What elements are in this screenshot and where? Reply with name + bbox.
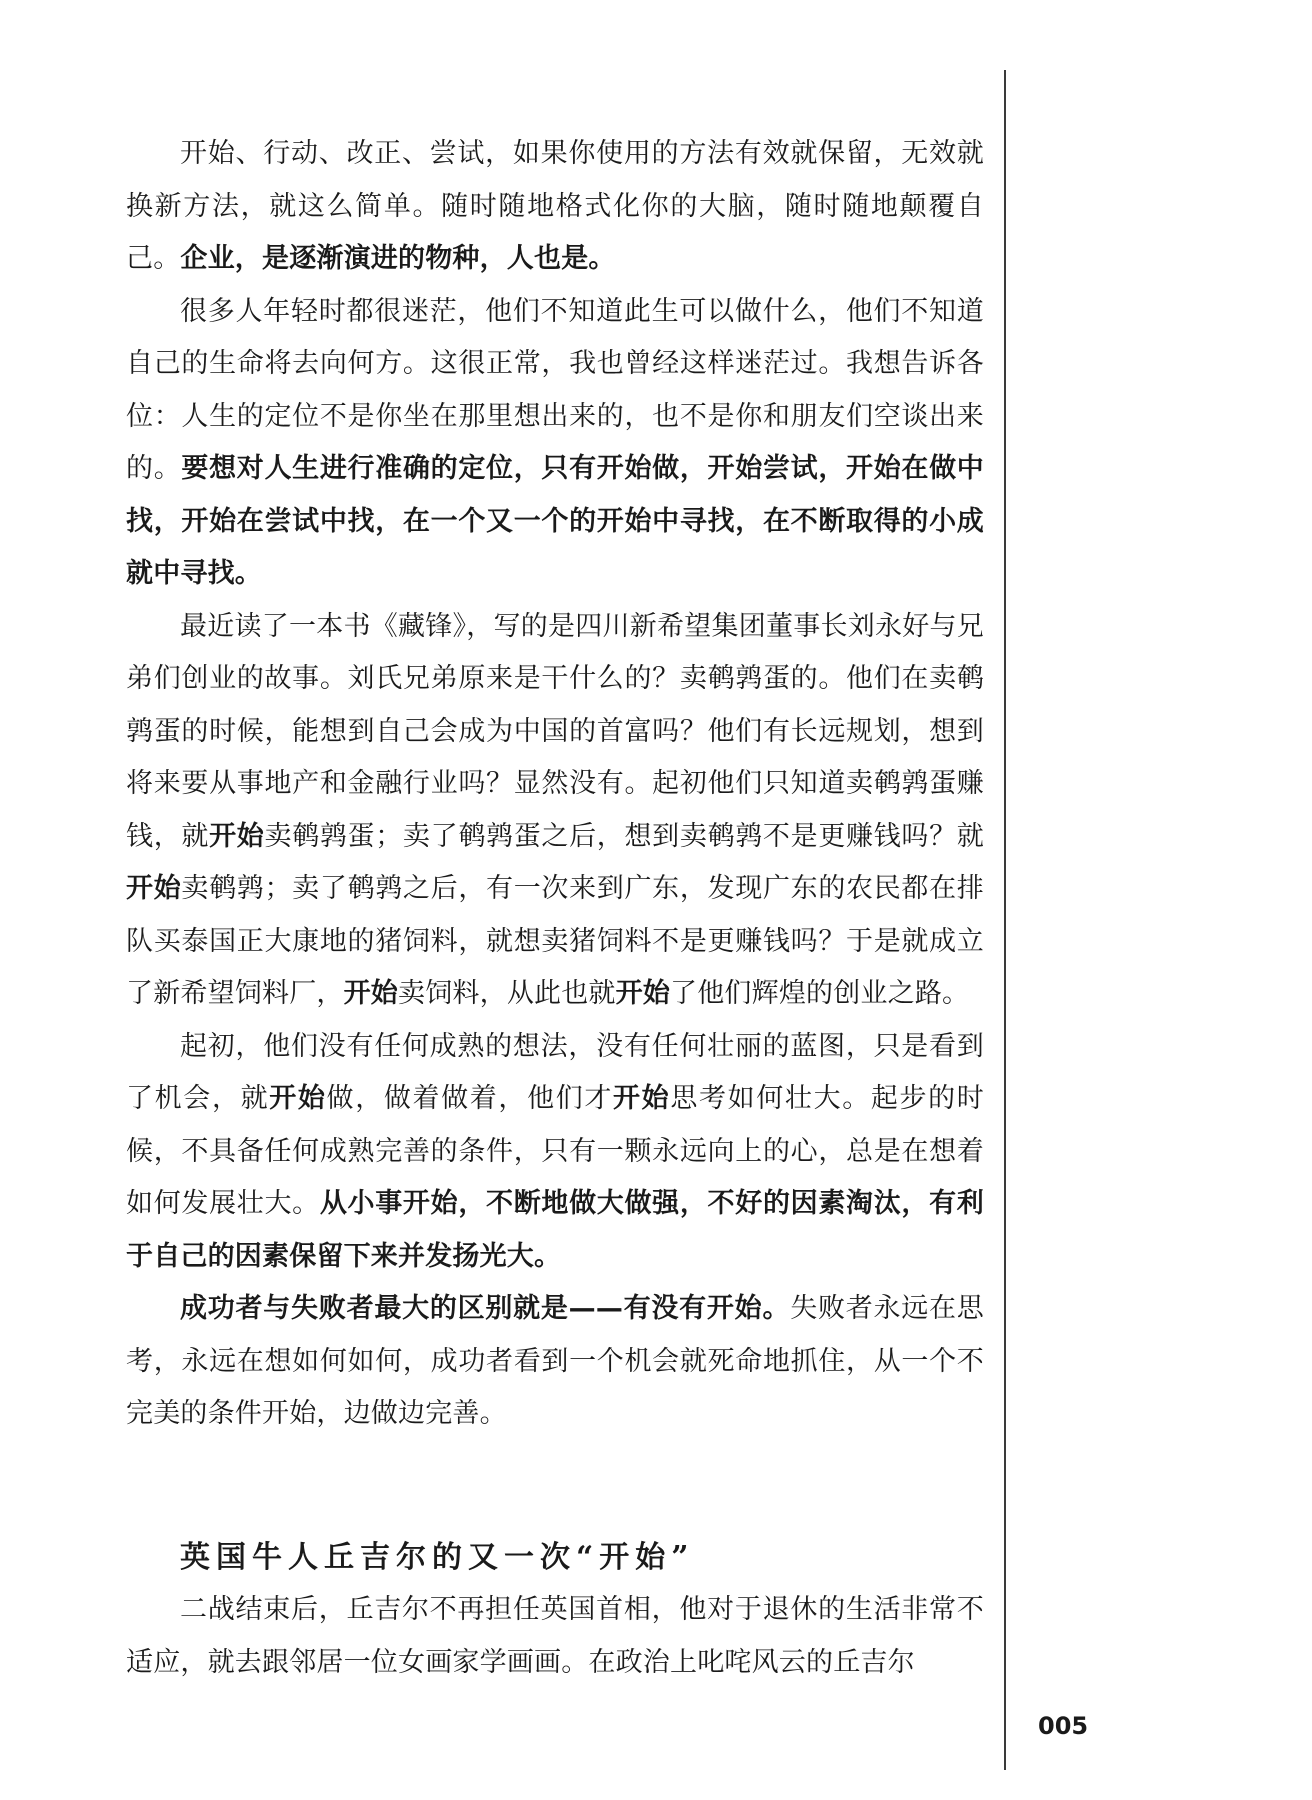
page-number: 005 [1038,1712,1089,1740]
paragraph-3-text: 卖饲料，从此也就 [398,978,616,1009]
paragraph-4-emphasis: 开始 [613,1083,671,1114]
section-heading: 英国牛人丘吉尔的又一次“开始” [180,1540,695,1575]
paragraph-3-emphasis: 开始 [126,873,182,904]
section-paragraph: 二战结束后，丘吉尔不再担任英国首相，他对于退休的生活非常不适应，就去跟邻居一位女画家学画画。在政治上叱咤风云的丘吉尔 [126,1594,984,1678]
paragraph-1-emphasis: 企业，是逐渐演进的物种，人也是。 [180,243,616,274]
section-body [126,1584,984,1689]
paragraph-1-text: 开始、行动、改正、尝试，如果你使用的方法有效就保留，无效就换新方法，就这么简单。随时随地格式化你的大脑，随时随地颠覆自己。 [126,138,984,274]
paragraph-2-text: 很多人年轻时都很迷茫，他们不知道此生可以做什么，他们不知道自己的生命将去向何方。这很正常，我也曾经这样迷茫过。我想告诉各位：人生的定位不是你坐在那里想出来的，也不是你和朋友们空谈出来的。 [126,295,984,484]
paragraph-5-emphasis: 成功者与失败者最大的区别就是——有没有开始。 [180,1293,791,1324]
paragraph-4-emphasis: 开始 [269,1083,327,1114]
paragraph-5-text: 失败者永远在思考，永远在想如何如何，成功者看到一个机会就死命地抓住，从一个不完美的条件开始，边做边完善。 [126,1293,984,1429]
paragraph-3-emphasis: 开始 [343,978,399,1009]
paragraph-4 [126,1021,984,1284]
margin-rule [1004,70,1006,1770]
paragraph-4-emphasis: 从小事开始，不断地做大做强，不好的因素淘汰，有利于自己的因素保留下来并发扬光大。 [126,1188,984,1272]
paragraph-2 [126,286,984,601]
paragraph-4-text: 做，做着做着，他们才 [326,1083,614,1114]
paragraph-3-text: 最近读了一本书《藏锋》，写的是四川新希望集团董事长刘永好与兄弟们创业的故事。刘氏兄弟原来是干什么的？卖鹌鹑蛋的。他们在卖鹌鹑蛋的时候，能想到自己会成为中国的首富吗？他们有长远规划，想到将来要从事地产和金融行业吗？显然没有。起初他们只知道卖鹌鹑蛋赚钱，就 [126,610,984,852]
paragraph-1 [126,128,984,286]
paragraph-3-emphasis: 开始 [615,978,671,1009]
paragraph-3-emphasis: 开始 [209,820,265,852]
paragraph-2-emphasis: 要想对人生进行准确的定位，只有开始做，开始尝试，开始在做中找，开始在尝试中找，在一个又一个的开始中寻找，在不断取得的小成就中寻找。 [126,453,984,589]
paragraph-3-text: 卖鹌鹑蛋；卖了鹌鹑蛋之后，想到卖鹌鹑不是更赚钱吗？就 [264,820,984,852]
paragraph-3-text: 卖鹌鹑；卖了鹌鹑之后，有一次来到广东，发现广东的农民都在排队买泰国正大康地的猪饲料，就想卖猪饲料不是更赚钱吗？于是就成立了新希望饲料厂， [126,873,984,1009]
paragraph-4-text: 思考如何壮大。起步的时候，不具备任何成熟完善的条件，只有一颗永远向上的心，总是在想着如何发展壮大。 [126,1083,985,1219]
body-text [126,128,984,1441]
paragraph-3 [126,601,984,1021]
paragraph-4-text: 起初，他们没有任何成熟的想法，没有任何壮丽的蓝图，只是看到了机会，就 [126,1030,984,1114]
paragraph-3-text: 了他们辉煌的创业之路。 [670,978,970,1009]
paragraph-5 [126,1283,984,1441]
